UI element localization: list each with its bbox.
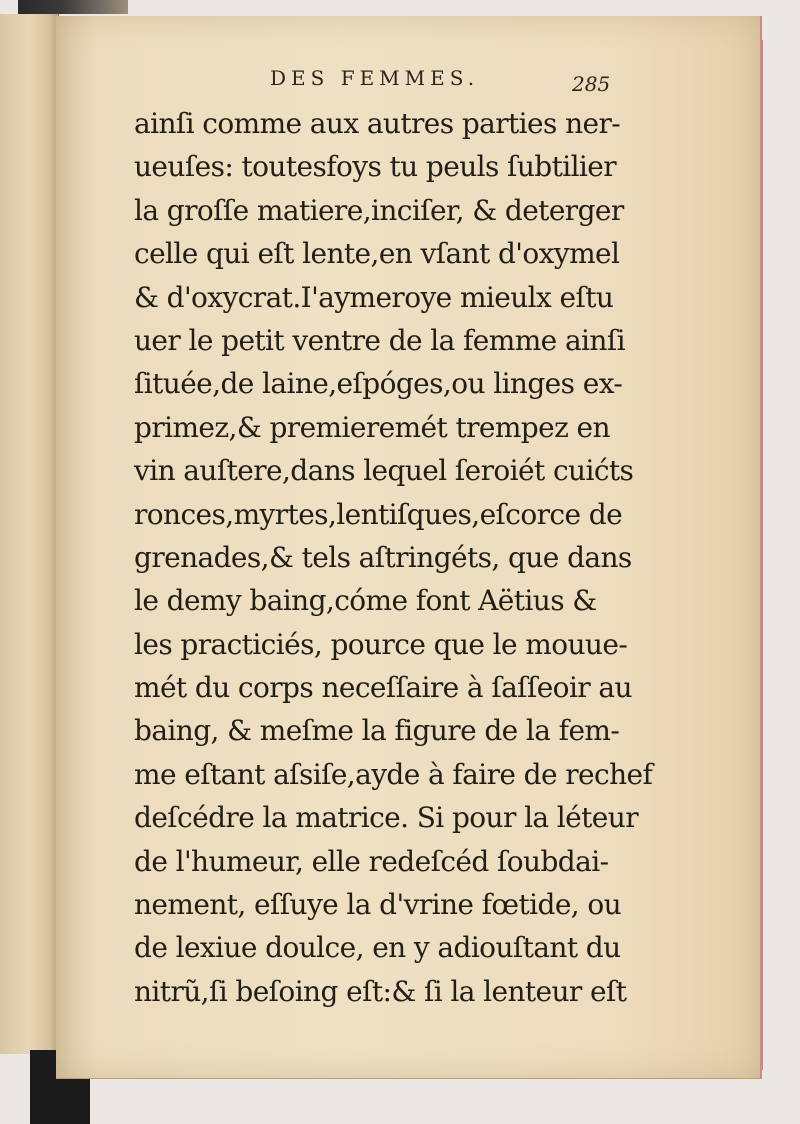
page-number: 285 bbox=[572, 72, 611, 96]
text-line: mét du corps neceſſaire à ſaſſeoir au bbox=[134, 671, 632, 705]
text-line: ſituée,de laine,eſpóges,ou linges ex- bbox=[134, 367, 623, 401]
text-line: de lexiue doulce, en y adiouſtant du bbox=[134, 931, 621, 965]
text-line: la groſſe matiere,inciſer, & deterger bbox=[134, 193, 624, 227]
text-line: ainſi comme aux autres parties ner- bbox=[134, 107, 621, 140]
text-line: & d'oxycrat.I'aymeroye mieulx eſtu bbox=[134, 280, 614, 314]
text-line: uer le petit ventre de la femme ainſi bbox=[134, 323, 625, 357]
body-text bbox=[134, 102, 653, 1013]
text-line: ronces,myrtes,lentiſques,eſcorce de bbox=[134, 497, 623, 531]
running-head: DES FEMMES. bbox=[270, 66, 480, 90]
facing-page-edge bbox=[0, 14, 59, 1054]
text-line: ueuſes: toutesfoys tu peuls ſubtilier bbox=[134, 150, 617, 184]
text-line: grenades,& tels aſtringéts, que dans bbox=[134, 540, 632, 574]
text-line: primez,& premieremét trempez en bbox=[134, 410, 610, 444]
scan-background-top bbox=[18, 0, 128, 14]
text-line: les practiciés, pource que le mouue- bbox=[134, 627, 628, 661]
text-line: nitrũ,ſi beſoing eſt:& ſi la lenteur eſt bbox=[134, 974, 627, 1008]
text-line: me eſtant aſsiſe,ayde à faire de rechef bbox=[134, 757, 653, 791]
text-line: nement, eſſuye la d'vrine fœtide, ou bbox=[134, 888, 622, 922]
text-line: de l'humeur, elle redeſcéd ſoubdai- bbox=[134, 844, 609, 878]
text-line: vin auſtere,dans lequel ſeroiét cuićts bbox=[134, 454, 634, 488]
text-line: celle qui eſt lente,en vſant d'oxymel bbox=[134, 237, 620, 271]
text-line: le demy baing,cóme font Aëtius & bbox=[134, 584, 597, 618]
text-line: baing, & meſme la figure de la fem- bbox=[134, 714, 620, 748]
text-line: deſcédre la matrice. Si pour la léteur bbox=[134, 801, 638, 835]
